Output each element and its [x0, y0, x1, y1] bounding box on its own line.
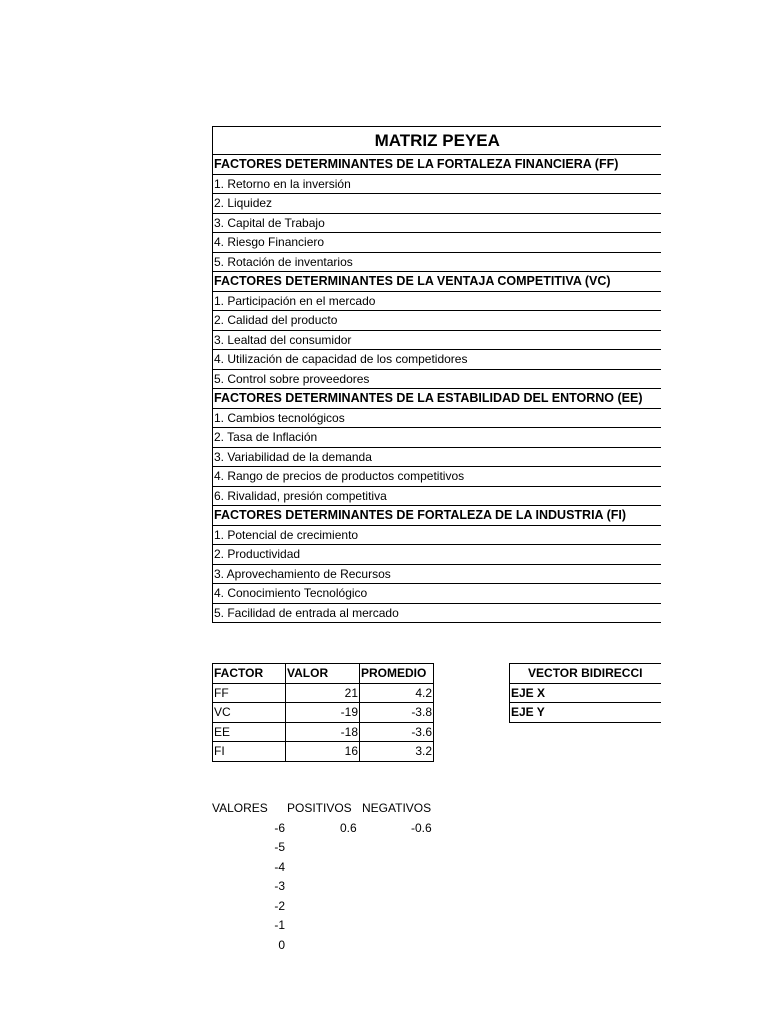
matrix-factor-cell[interactable]: 5. Control sobre proveedores [213, 369, 661, 389]
matrix-factor-row [213, 564, 661, 584]
matrix-section-header[interactable]: FACTORES DETERMINANTES DE LA VENTAJA COMPETITIVA (VC) [213, 272, 661, 292]
matrix-factor-row [213, 467, 661, 487]
matrix-factor-cell[interactable]: 5. Rotación de inventarios [213, 252, 661, 272]
summary-row [213, 722, 434, 742]
summary-row [213, 742, 434, 762]
matrix-factor-row [213, 408, 661, 428]
matrix-factor-row [213, 369, 661, 389]
matrix-factor-cell[interactable]: 3. Aprovechamiento de Recursos [213, 564, 661, 584]
matrix-section-header[interactable]: FACTORES DETERMINANTES DE FORTALEZA DE LA INDUSTRIA (FI) [213, 506, 661, 526]
matrix-factor-row [213, 291, 661, 311]
matrix-factor-row [213, 330, 661, 350]
matrix-factor-row [213, 194, 661, 214]
matrix-section-header[interactable]: FACTORES DETERMINANTES DE LA FORTALEZA FINANCIERA (FF) [213, 155, 661, 175]
matrix-factor-row [213, 174, 661, 194]
matrix-section-row [213, 272, 661, 292]
matrix-title[interactable]: MATRIZ PEYEA [213, 127, 661, 155]
matrix-factor-cell[interactable]: 1. Participación en el mercado [213, 291, 661, 311]
factor-cell[interactable]: EE [213, 722, 286, 742]
factor-cell[interactable]: VC [213, 703, 286, 723]
matrix-section-row [213, 389, 661, 409]
matrix-factor-cell[interactable]: 1. Cambios tecnológicos [213, 408, 661, 428]
matrix-factor-cell[interactable]: 2. Tasa de Inflación [213, 428, 661, 448]
summary-row [213, 683, 434, 703]
value-cell[interactable]: 0 [278, 937, 285, 952]
matrix-section-row [213, 155, 661, 175]
values-header-valores[interactable]: VALORES [212, 801, 268, 815]
matrix-factor-row [213, 584, 661, 604]
matrix-factor-cell[interactable]: 5. Facilidad de entrada al mercado [213, 603, 661, 623]
negativo-cell[interactable]: -0.6 [411, 820, 432, 835]
factor-cell[interactable]: FF [213, 683, 286, 703]
matrix-factor-cell[interactable]: 2. Calidad del producto [213, 311, 661, 331]
value-cell[interactable]: -6 [274, 820, 285, 835]
valor-cell[interactable]: -19 [286, 703, 360, 723]
matrix-factor-row [213, 350, 661, 370]
matrix-factor-row [213, 525, 661, 545]
matrix-factor-row [213, 213, 661, 233]
promedio-cell[interactable]: -3.8 [360, 703, 434, 723]
matrix-factor-cell[interactable]: 3. Variabilidad de la demanda [213, 447, 661, 467]
factor-summary-table [212, 663, 434, 762]
matrix-factor-row [213, 311, 661, 331]
matrix-factor-cell[interactable]: 6. Rivalidad, presión competitiva [213, 486, 661, 506]
promedio-cell[interactable]: 3.2 [360, 742, 434, 762]
vector-row-eje-y[interactable]: EJE Y [510, 703, 661, 723]
matrix-factor-cell[interactable]: 2. Productividad [213, 545, 661, 565]
matrix-factor-cell[interactable]: 3. Lealtad del consumidor [213, 330, 661, 350]
valor-cell[interactable]: 21 [286, 683, 360, 703]
vector-bidireccional-table [509, 663, 661, 723]
value-cell[interactable]: -3 [274, 879, 285, 893]
matrix-factor-cell[interactable]: 4. Conocimiento Tecnológico [213, 584, 661, 604]
promedio-cell[interactable]: -3.6 [360, 722, 434, 742]
promedio-cell[interactable]: 4.2 [360, 683, 434, 703]
matrix-factor-cell[interactable]: 4. Rango de precios de productos competitivos [213, 467, 661, 487]
value-cell[interactable]: -4 [274, 859, 285, 874]
matrix-factor-cell[interactable]: 2. Liquidez [213, 194, 661, 214]
value-cell[interactable]: -1 [274, 918, 285, 932]
summary-row [213, 703, 434, 723]
value-cell[interactable]: -2 [274, 898, 285, 913]
vector-title[interactable]: VECTOR BIDIRECCI [510, 664, 661, 684]
matrix-factor-row [213, 545, 661, 565]
matrix-factor-cell[interactable]: 1. Potencial de crecimiento [213, 525, 661, 545]
matrix-factor-row [213, 252, 661, 272]
matrix-factor-row [213, 447, 661, 467]
summary-header-row [213, 664, 434, 684]
matrix-factor-cell[interactable]: 4. Riesgo Financiero [213, 233, 661, 253]
matrix-factor-row [213, 486, 661, 506]
valor-cell[interactable]: 16 [286, 742, 360, 762]
factor-cell[interactable]: FI [213, 742, 286, 762]
summary-header-promedio[interactable]: PROMEDIO [360, 664, 434, 684]
summary-header-valor[interactable]: VALOR [286, 664, 360, 684]
values-header-negativos[interactable]: NEGATIVOS [362, 801, 432, 815]
matrix-factor-row [213, 603, 661, 623]
matrix-peyea-table [212, 126, 661, 623]
matrix-factor-cell[interactable]: 4. Utilización de capacidad de los competidores [213, 350, 661, 370]
vector-row-eje-x[interactable]: EJE X [510, 683, 661, 703]
matrix-section-row [213, 506, 661, 526]
value-cell[interactable]: -5 [274, 840, 285, 854]
matrix-section-header[interactable]: FACTORES DETERMINANTES DE LA ESTABILIDAD DEL ENTORNO (EE) [213, 389, 661, 409]
matrix-factor-cell[interactable]: 1. Retorno en la inversión [213, 174, 661, 194]
matrix-factor-cell[interactable]: 3. Capital de Trabajo [213, 213, 661, 233]
valor-cell[interactable]: -18 [286, 722, 360, 742]
summary-header-factor[interactable]: FACTOR [213, 664, 286, 684]
positivo-cell[interactable]: 0.6 [340, 820, 357, 835]
matrix-factor-row [213, 428, 661, 448]
matrix-factor-row [213, 233, 661, 253]
values-header-positivos[interactable]: POSITIVOS [287, 801, 352, 815]
